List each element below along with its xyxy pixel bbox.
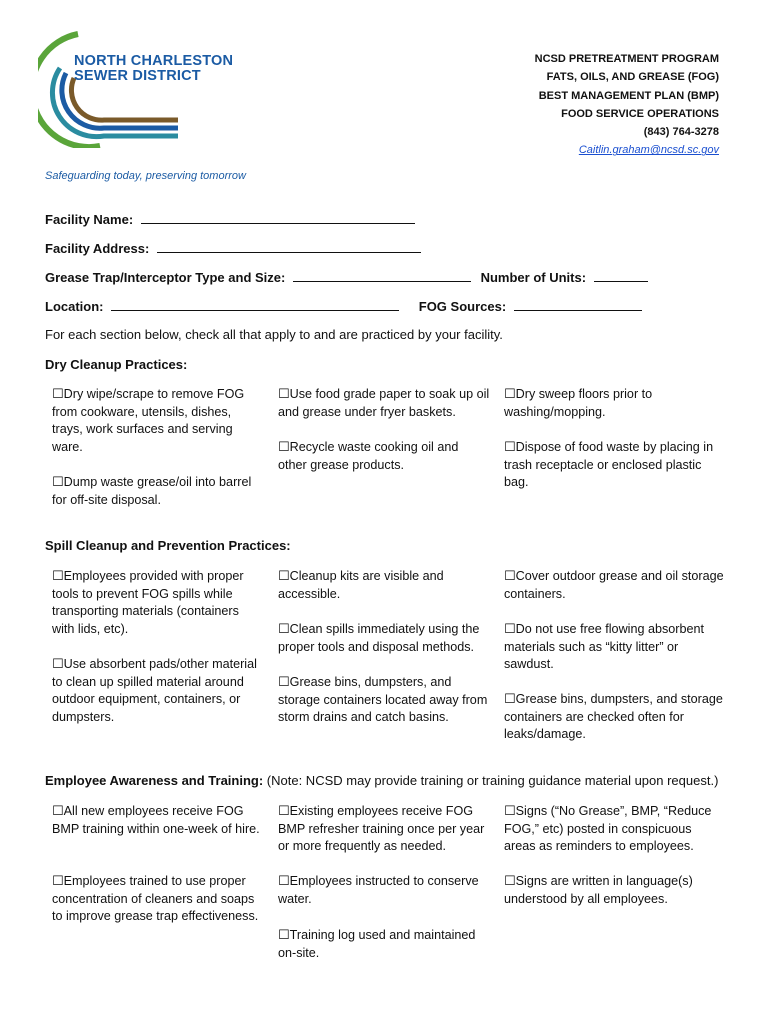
checklist-item[interactable] [52,872,268,926]
item-text: Dry sweep floors prior to washing/mopping. [504,387,653,419]
item-text: Use food grade paper to soak up oil and grease under fryer baskets. [278,387,490,419]
grease-trap-row [45,269,648,285]
item-text: Dispose of food waste by placing in trash receptacle or enclosed plastic bag. [504,440,714,490]
checkbox-icon[interactable]: ☐ [504,873,516,888]
logo-wordmark [74,54,233,84]
item-text: Existing employees receive FOG BMP refresher training once per year or more frequently as needed. [278,804,485,854]
checklist-item[interactable] [52,567,264,638]
checkbox-icon[interactable]: ☐ [52,568,64,583]
location-input[interactable] [111,298,399,311]
item-text: Grease bins, dumpsters, and storage containers are checked often for leaks/damage. [504,692,723,742]
item-text: Employees provided with proper tools to prevent FOG spills while transporting materials (containers with lids, etc). [52,569,244,636]
checkbox-icon[interactable]: ☐ [278,803,290,818]
checklist-item[interactable] [278,567,490,603]
checklist-item[interactable] [52,473,264,509]
facility-name-row [45,211,415,227]
checklist-item[interactable] [504,385,724,421]
dry-cleanup-title: Dry Cleanup Practices: [45,357,188,372]
bmp-title: BEST MANAGEMENT PLAN (BMP) [538,89,719,102]
item-text: Dump waste grease/oil into barrel for off-site disposal. [52,475,252,507]
training-title-text: Employee Awareness and Training: [45,773,264,788]
email-link[interactable]: Caitlin.graham@ncsd.sc.gov [578,144,719,157]
phone-number: (843) 764-3278 [643,126,719,139]
checklist-item[interactable] [52,385,264,456]
checklist-item[interactable] [52,655,268,726]
facility-address-row [45,240,421,256]
checklist-item[interactable] [278,438,490,474]
checkbox-icon[interactable]: ☐ [52,386,64,401]
item-text: Do not use free flowing absorbent materials such as “kitty litter” or sawdust. [504,622,704,672]
item-text: Employees trained to use proper concentration of cleaners and soaps to improve grease trap effectiveness. [52,874,259,924]
checkbox-icon[interactable]: ☐ [504,568,516,583]
item-text: Dry wipe/scrape to remove FOG from cookware, utensils, dishes, trays, work surfaces and serving ware. [52,387,245,454]
training-note: (Note: NCSD may provide training or training guidance material upon request.) [263,773,719,788]
checkbox-icon[interactable]: ☐ [52,656,64,671]
checkbox-icon[interactable]: ☐ [278,873,290,888]
operations-title: FOOD SERVICE OPERATIONS [561,107,719,120]
checklist-item[interactable] [278,926,490,962]
tagline: Safeguarding today, preserving tomorrow [45,170,246,182]
checklist-item[interactable] [278,385,490,421]
checkbox-icon[interactable]: ☐ [278,674,290,689]
grease-trap-label: Grease Trap/Interceptor Type and Size: [45,270,286,285]
checkbox-icon[interactable]: ☐ [504,621,516,636]
location-label: Location: [45,299,104,314]
checklist-item[interactable] [278,802,494,856]
fog-title: FATS, OILS, AND GREASE (FOG) [546,71,719,84]
checklist-item[interactable] [278,872,490,908]
logo-rings-icon [38,28,188,148]
item-text: Use absorbent pads/other material to clean up spilled material around outdoor equipment, containers, or dumpsters. [52,657,257,724]
item-text: Grease bins, dumpsters, and storage containers located away from storm drains and catch basins. [278,675,488,725]
item-text: Cover outdoor grease and oil storage containers. [504,569,724,601]
checkbox-icon[interactable]: ☐ [504,803,516,818]
checkbox-icon[interactable]: ☐ [504,386,516,401]
checklist-item[interactable] [504,872,724,908]
checkbox-icon[interactable]: ☐ [278,568,290,583]
checklist-item[interactable] [504,567,724,603]
checkbox-icon[interactable]: ☐ [278,439,290,454]
facility-name-input[interactable] [141,211,415,224]
checklist-item[interactable] [278,620,490,656]
checklist-item[interactable] [504,690,724,744]
checklist-item[interactable] [504,438,724,492]
facility-address-label: Facility Address: [45,241,150,256]
instructions: For each section below, check all that apply to and are practiced by your facility. [45,327,503,342]
checkbox-icon[interactable]: ☐ [278,621,290,636]
checkbox-icon[interactable]: ☐ [504,439,516,454]
logo-line-2: SEWER DISTRICT [74,68,201,84]
fog-sources-input[interactable] [514,298,642,311]
num-units-input[interactable] [594,269,648,282]
training-title [45,773,718,788]
checkbox-icon[interactable]: ☐ [52,803,64,818]
item-text: Clean spills immediately using the proper tools and disposal methods. [278,622,480,654]
facility-name-label: Facility Name: [45,212,134,227]
checklist-item[interactable] [52,802,264,838]
checklist-item[interactable] [504,802,724,856]
location-row [45,298,642,314]
checkbox-icon[interactable]: ☐ [52,873,64,888]
checkbox-icon[interactable]: ☐ [278,927,290,942]
item-text: Recycle waste cooking oil and other grease products. [278,440,459,472]
checkbox-icon[interactable]: ☐ [52,474,64,489]
program-header [535,50,719,160]
program-name: NCSD PRETREATMENT PROGRAM [534,53,719,65]
item-text: All new employees receive FOG BMP training within one-week of hire. [52,804,260,836]
checkbox-icon[interactable]: ☐ [504,691,516,706]
checklist-item[interactable] [278,673,494,727]
num-units-label: Number of Units: [480,270,587,285]
logo-line-1: NORTH CHARLESTON [74,53,234,69]
item-text: Signs are written in language(s) understood by all employees. [504,874,693,906]
facility-address-input[interactable] [157,240,421,253]
item-text: Cleanup kits are visible and accessible. [278,569,444,601]
spill-cleanup-title: Spill Cleanup and Prevention Practices: [45,538,291,553]
grease-trap-input[interactable] [293,269,471,282]
ncsd-logo [38,28,278,148]
item-text: Employees instructed to conserve water. [278,874,479,906]
item-text: Training log used and maintained on-site. [278,928,476,960]
checklist-item[interactable] [504,620,724,674]
fog-sources-label: FOG Sources: [418,299,507,314]
checkbox-icon[interactable]: ☐ [278,386,290,401]
item-text: Signs (“No Grease”, BMP, “Reduce FOG,” etc) posted in conspicuous areas as reminders to employees. [504,804,712,854]
